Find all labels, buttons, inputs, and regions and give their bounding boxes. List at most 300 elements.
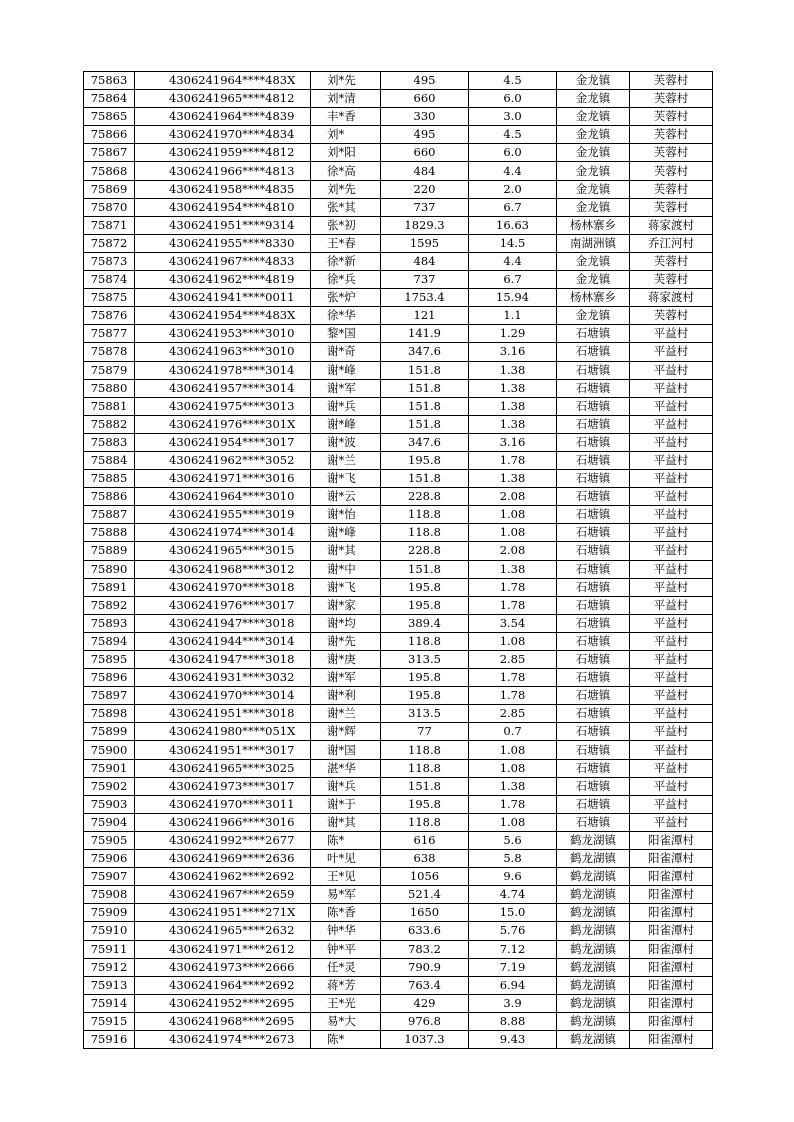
name-cell: 谢*军 [311,669,381,687]
id-number-cell: 4306241968****3012 [135,560,311,578]
name-cell: 张*初 [311,216,381,234]
town-cell: 石塘镇 [557,451,630,469]
id-number-cell: 4306241962****4819 [135,271,311,289]
table-row [84,994,713,1012]
town-cell: 石塘镇 [557,632,630,650]
town-cell: 金龙镇 [557,252,630,270]
village-cell: 平益村 [630,705,713,723]
village-cell: 平益村 [630,614,713,632]
amount-cell: 737 [381,271,469,289]
table-row [84,162,713,180]
village-cell: 平益村 [630,325,713,343]
table-row [84,578,713,596]
serial-number-cell: 75913 [84,976,135,994]
table-row [84,343,713,361]
name-cell: 陈*香 [311,904,381,922]
serial-number-cell: 75915 [84,1012,135,1030]
table-row [84,669,713,687]
village-cell: 芙蓉村 [630,198,713,216]
id-number-cell: 4306241931****3032 [135,669,311,687]
town-cell: 石塘镇 [557,524,630,542]
id-number-cell: 4306241944****3014 [135,632,311,650]
name-cell: 蒋*芳 [311,976,381,994]
table-row [84,451,713,469]
town-cell: 鹤龙湖镇 [557,940,630,958]
name-cell: 谢*奇 [311,343,381,361]
table-row [84,415,713,433]
table-row [84,922,713,940]
serial-number-cell: 75882 [84,415,135,433]
serial-number-cell: 75892 [84,596,135,614]
serial-number-cell: 75878 [84,343,135,361]
amount-cell: 118.8 [381,813,469,831]
area-cell: 1.1 [469,307,557,325]
table-row [84,90,713,108]
name-cell: 谢*庚 [311,651,381,669]
town-cell: 鹤龙湖镇 [557,831,630,849]
village-cell: 芙蓉村 [630,180,713,198]
id-number-cell: 4306241954****3017 [135,433,311,451]
table-row [84,542,713,560]
town-cell: 石塘镇 [557,397,630,415]
amount-cell: 195.8 [381,578,469,596]
serial-number-cell: 75880 [84,379,135,397]
town-cell: 鹤龙湖镇 [557,850,630,868]
amount-cell: 151.8 [381,470,469,488]
village-cell: 阳雀潭村 [630,831,713,849]
town-cell: 金龙镇 [557,198,630,216]
id-number-cell: 4306241954****4810 [135,198,311,216]
table-row [84,108,713,126]
amount-cell: 521.4 [381,886,469,904]
area-cell: 1.38 [469,379,557,397]
document-page [83,71,712,1049]
area-cell: 4.5 [469,126,557,144]
area-cell: 1.08 [469,741,557,759]
town-cell: 石塘镇 [557,560,630,578]
amount-cell: 151.8 [381,560,469,578]
area-cell: 1.08 [469,506,557,524]
amount-cell: 347.6 [381,343,469,361]
serial-number-cell: 75907 [84,868,135,886]
id-number-cell: 4306241964****3010 [135,488,311,506]
village-cell: 芙蓉村 [630,72,713,90]
table-row [84,759,713,777]
serial-number-cell: 75869 [84,180,135,198]
amount-cell: 313.5 [381,705,469,723]
village-cell: 阳雀潭村 [630,976,713,994]
table-row [84,741,713,759]
village-cell: 芙蓉村 [630,144,713,162]
table-row [84,868,713,886]
id-number-cell: 4306241965****4812 [135,90,311,108]
amount-cell: 638 [381,850,469,868]
id-number-cell: 4306241955****8330 [135,234,311,252]
area-cell: 2.08 [469,542,557,560]
village-cell: 平益村 [630,596,713,614]
table-row [84,433,713,451]
serial-number-cell: 75894 [84,632,135,650]
town-cell: 鹤龙湖镇 [557,1030,630,1048]
town-cell: 南湖洲镇 [557,234,630,252]
name-cell: 徐*高 [311,162,381,180]
id-number-cell: 4306241953****3010 [135,325,311,343]
name-cell: 谢*中 [311,560,381,578]
name-cell: 谢*兰 [311,705,381,723]
id-number-cell: 4306241973****3017 [135,777,311,795]
village-cell: 平益村 [630,632,713,650]
name-cell: 谢*飞 [311,578,381,596]
id-number-cell: 4306241970****3018 [135,578,311,596]
village-cell: 芙蓉村 [630,271,713,289]
area-cell: 1.38 [469,560,557,578]
name-cell: 谢*怡 [311,506,381,524]
town-cell: 鹤龙湖镇 [557,868,630,886]
amount-cell: 118.8 [381,524,469,542]
serial-number-cell: 75901 [84,759,135,777]
amount-cell: 484 [381,252,469,270]
amount-cell: 77 [381,723,469,741]
town-cell: 杨林寨乡 [557,216,630,234]
serial-number-cell: 75908 [84,886,135,904]
area-cell: 1.38 [469,361,557,379]
area-cell: 14.5 [469,234,557,252]
name-cell: 谢*兵 [311,777,381,795]
table-row [84,614,713,632]
amount-cell: 763.4 [381,976,469,994]
area-cell: 3.0 [469,108,557,126]
area-cell: 1.38 [469,397,557,415]
amount-cell: 228.8 [381,542,469,560]
id-number-cell: 4306241975****3013 [135,397,311,415]
town-cell: 石塘镇 [557,777,630,795]
amount-cell: 228.8 [381,488,469,506]
name-cell: 刘*阳 [311,144,381,162]
town-cell: 金龙镇 [557,126,630,144]
town-cell: 鹤龙湖镇 [557,922,630,940]
amount-cell: 1037.3 [381,1030,469,1048]
amount-cell: 151.8 [381,379,469,397]
name-cell: 谢*云 [311,488,381,506]
name-cell: 谢*兰 [311,451,381,469]
table-row [84,560,713,578]
table-row [84,831,713,849]
subsidy-roster-table [83,71,713,1049]
town-cell: 石塘镇 [557,741,630,759]
amount-cell: 660 [381,144,469,162]
table-row [84,397,713,415]
serial-number-cell: 75896 [84,669,135,687]
name-cell: 易*大 [311,1012,381,1030]
town-cell: 石塘镇 [557,506,630,524]
serial-number-cell: 75902 [84,777,135,795]
town-cell: 鹤龙湖镇 [557,904,630,922]
village-cell: 芙蓉村 [630,126,713,144]
id-number-cell: 4306241964****4839 [135,108,311,126]
serial-number-cell: 75868 [84,162,135,180]
serial-number-cell: 75898 [84,705,135,723]
serial-number-cell: 75909 [84,904,135,922]
town-cell: 鹤龙湖镇 [557,994,630,1012]
town-cell: 石塘镇 [557,705,630,723]
area-cell: 5.6 [469,831,557,849]
village-cell: 平益村 [630,687,713,705]
id-number-cell: 4306241967****4833 [135,252,311,270]
name-cell: 谢*国 [311,741,381,759]
serial-number-cell: 75906 [84,850,135,868]
id-number-cell: 4306241966****4813 [135,162,311,180]
table-row [84,470,713,488]
serial-number-cell: 75911 [84,940,135,958]
area-cell: 16.63 [469,216,557,234]
id-number-cell: 4306241992****2677 [135,831,311,849]
amount-cell: 195.8 [381,596,469,614]
amount-cell: 195.8 [381,687,469,705]
serial-number-cell: 75916 [84,1030,135,1048]
town-cell: 石塘镇 [557,361,630,379]
table-row [84,379,713,397]
amount-cell: 195.8 [381,669,469,687]
village-cell: 芙蓉村 [630,307,713,325]
amount-cell: 484 [381,162,469,180]
id-number-cell: 4306241967****2659 [135,886,311,904]
area-cell: 6.0 [469,144,557,162]
amount-cell: 220 [381,180,469,198]
amount-cell: 1650 [381,904,469,922]
name-cell: 谢*峰 [311,361,381,379]
name-cell: 谢*峰 [311,415,381,433]
table-row [84,361,713,379]
name-cell: 谢*先 [311,632,381,650]
village-cell: 平益村 [630,397,713,415]
name-cell: 谢*其 [311,542,381,560]
area-cell: 6.0 [469,90,557,108]
serial-number-cell: 75883 [84,433,135,451]
serial-number-cell: 75863 [84,72,135,90]
area-cell: 1.08 [469,632,557,650]
serial-number-cell: 75870 [84,198,135,216]
area-cell: 4.4 [469,252,557,270]
area-cell: 1.38 [469,415,557,433]
village-cell: 平益村 [630,488,713,506]
town-cell: 石塘镇 [557,795,630,813]
table-row [84,271,713,289]
serial-number-cell: 75897 [84,687,135,705]
amount-cell: 1829.3 [381,216,469,234]
amount-cell: 976.8 [381,1012,469,1030]
table-row [84,958,713,976]
name-cell: 王*光 [311,994,381,1012]
id-number-cell: 4306241970****3014 [135,687,311,705]
town-cell: 鹤龙湖镇 [557,976,630,994]
area-cell: 6.7 [469,271,557,289]
area-cell: 4.4 [469,162,557,180]
id-number-cell: 4306241941****0011 [135,289,311,307]
area-cell: 1.08 [469,759,557,777]
area-cell: 15.0 [469,904,557,922]
area-cell: 1.08 [469,524,557,542]
village-cell: 平益村 [630,506,713,524]
table-row [84,126,713,144]
village-cell: 平益村 [630,415,713,433]
serial-number-cell: 75905 [84,831,135,849]
town-cell: 石塘镇 [557,596,630,614]
table-row [84,198,713,216]
id-number-cell: 4306241951****9314 [135,216,311,234]
town-cell: 石塘镇 [557,415,630,433]
table-row [84,325,713,343]
area-cell: 7.19 [469,958,557,976]
name-cell: 谢*辉 [311,723,381,741]
area-cell: 0.7 [469,723,557,741]
id-number-cell: 4306241951****3017 [135,741,311,759]
id-number-cell: 4306241958****4835 [135,180,311,198]
table-row [84,289,713,307]
table-row [84,144,713,162]
village-cell: 平益村 [630,578,713,596]
id-number-cell: 4306241965****3015 [135,542,311,560]
village-cell: 平益村 [630,451,713,469]
name-cell: 谢*波 [311,433,381,451]
town-cell: 金龙镇 [557,271,630,289]
town-cell: 金龙镇 [557,307,630,325]
table-row [84,488,713,506]
area-cell: 1.29 [469,325,557,343]
id-number-cell: 4306241962****2692 [135,868,311,886]
area-cell: 9.6 [469,868,557,886]
serial-number-cell: 75867 [84,144,135,162]
amount-cell: 330 [381,108,469,126]
amount-cell: 389.4 [381,614,469,632]
village-cell: 平益村 [630,813,713,831]
id-number-cell: 4306241976****3017 [135,596,311,614]
serial-number-cell: 75887 [84,506,135,524]
serial-number-cell: 75890 [84,560,135,578]
village-cell: 平益村 [630,759,713,777]
name-cell: 谢*峰 [311,524,381,542]
serial-number-cell: 75910 [84,922,135,940]
id-number-cell: 4306241959****4812 [135,144,311,162]
amount-cell: 1753.4 [381,289,469,307]
table-row [84,886,713,904]
serial-number-cell: 75879 [84,361,135,379]
table-row [84,705,713,723]
serial-number-cell: 75866 [84,126,135,144]
serial-number-cell: 75891 [84,578,135,596]
serial-number-cell: 75895 [84,651,135,669]
area-cell: 15.94 [469,289,557,307]
name-cell: 黎*国 [311,325,381,343]
table-row [84,234,713,252]
amount-cell: 616 [381,831,469,849]
village-cell: 阳雀潭村 [630,904,713,922]
village-cell: 平益村 [630,651,713,669]
area-cell: 3.54 [469,614,557,632]
amount-cell: 495 [381,126,469,144]
village-cell: 阳雀潭村 [630,922,713,940]
table-row [84,723,713,741]
table-row [84,252,713,270]
amount-cell: 783.2 [381,940,469,958]
serial-number-cell: 75886 [84,488,135,506]
table-row [84,180,713,198]
amount-cell: 347.6 [381,433,469,451]
table-row [84,524,713,542]
table-row [84,596,713,614]
area-cell: 5.8 [469,850,557,868]
id-number-cell: 4306241962****3052 [135,451,311,469]
serial-number-cell: 75903 [84,795,135,813]
village-cell: 阳雀潭村 [630,886,713,904]
table-row [84,813,713,831]
town-cell: 石塘镇 [557,488,630,506]
id-number-cell: 4306241966****3016 [135,813,311,831]
area-cell: 1.38 [469,777,557,795]
table-row [84,632,713,650]
table-row [84,904,713,922]
amount-cell: 151.8 [381,415,469,433]
town-cell: 石塘镇 [557,379,630,397]
table-row [84,1030,713,1048]
id-number-cell: 4306241970****3011 [135,795,311,813]
town-cell: 杨林寨乡 [557,289,630,307]
id-number-cell: 4306241954****483X [135,307,311,325]
serial-number-cell: 75872 [84,234,135,252]
name-cell: 陈* [311,1030,381,1048]
town-cell: 金龙镇 [557,108,630,126]
village-cell: 平益村 [630,560,713,578]
area-cell: 3.16 [469,433,557,451]
village-cell: 蒋家渡村 [630,216,713,234]
area-cell: 1.78 [469,596,557,614]
name-cell: 刘*先 [311,72,381,90]
village-cell: 平益村 [630,343,713,361]
id-number-cell: 4306241964****2692 [135,976,311,994]
village-cell: 阳雀潭村 [630,850,713,868]
name-cell: 谢*于 [311,795,381,813]
village-cell: 芙蓉村 [630,108,713,126]
name-cell: 谢*兵 [311,397,381,415]
village-cell: 阳雀潭村 [630,940,713,958]
name-cell: 陈* [311,831,381,849]
area-cell: 1.38 [469,470,557,488]
area-cell: 2.85 [469,705,557,723]
amount-cell: 195.8 [381,795,469,813]
town-cell: 鹤龙湖镇 [557,1012,630,1030]
area-cell: 3.9 [469,994,557,1012]
amount-cell: 118.8 [381,506,469,524]
table-row [84,976,713,994]
table-row [84,687,713,705]
name-cell: 谢*家 [311,596,381,614]
table-row [84,651,713,669]
village-cell: 平益村 [630,433,713,451]
name-cell: 谢*飞 [311,470,381,488]
amount-cell: 151.8 [381,397,469,415]
amount-cell: 195.8 [381,451,469,469]
id-number-cell: 4306241971****2612 [135,940,311,958]
town-cell: 石塘镇 [557,651,630,669]
village-cell: 平益村 [630,777,713,795]
table-row [84,1012,713,1030]
amount-cell: 790.9 [381,958,469,976]
village-cell: 芙蓉村 [630,162,713,180]
serial-number-cell: 75873 [84,252,135,270]
name-cell: 谢*其 [311,813,381,831]
amount-cell: 118.8 [381,741,469,759]
name-cell: 徐*华 [311,307,381,325]
town-cell: 金龙镇 [557,180,630,198]
